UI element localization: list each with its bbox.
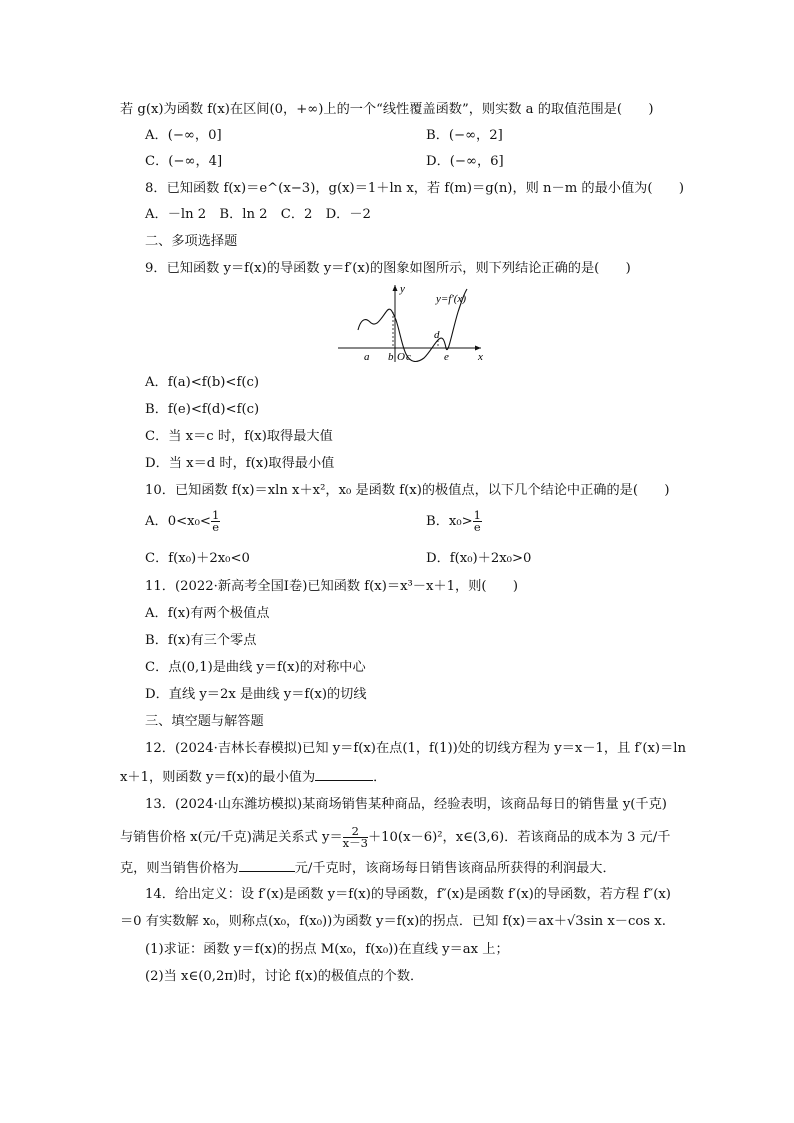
frac-denominator: e (212, 520, 219, 534)
q14-part-2: (2)当 x∈(0,2π)时，讨论 f(x)的极值点的个数． (145, 969, 424, 984)
q12-line-2-end: ． (373, 770, 387, 785)
q13-line-2-text: 与销售价格 x(元/千克)满足关系式 y＝ (120, 830, 343, 845)
fraction-one-over-e (211, 510, 220, 533)
q13-line-3-rest: 元/千克时，该商场每日销售该商品所获得的利润最大． (294, 861, 616, 876)
q14-part-1: (1)求证：函数 y＝f(x)的拐点 M(x₀，f(x₀))在直线 y＝ax 上； (145, 942, 509, 957)
q13-line-2-rest: ＋10(x－6)²，x∈(3,6)．若该商品的成本为 3 元/千 (367, 830, 671, 845)
q7-option-d: D．(−∞，6] (426, 154, 504, 169)
y-axis-arrow (393, 285, 398, 291)
q9-derivative-graph (336, 282, 486, 364)
section-3-heading: 三、填空题与解答题 (145, 714, 264, 729)
q9-option-a: A．f(a)<f(b)<f(c) (145, 375, 260, 390)
x-label: x (478, 351, 483, 363)
q10-option-a (145, 510, 220, 533)
y-label: y (400, 283, 405, 295)
fraction-2-over-x-minus-3 (343, 826, 368, 849)
q12-line-2-text: x＋1，则函数 y＝f(x)的最小值为 (120, 770, 316, 785)
q13-line-3-text: 克，则当销售价格为 (120, 861, 239, 876)
q8-stem: 8．已知函数 f(x)＝e^(x−3)，g(x)＝1＋ln x，若 f(m)＝g(n)，则 n－m 的最小值为( ) (145, 181, 684, 196)
q11-option-a: A．f(x)有两个极值点 (145, 606, 270, 621)
frac-denominator: e (473, 520, 481, 534)
q7-stem: 若 g(x)为函数 f(x)在区间(0，+∞)上的一个“线性覆盖函数”，则实数 a 的取值范围是( ) (120, 102, 654, 117)
q10-option-d: D．f(x₀)＋2x₀>0 (426, 551, 532, 566)
point-c-label: c (406, 351, 411, 363)
q7-option-a: A．(−∞，0] (145, 128, 222, 143)
answer-blank[interactable] (315, 767, 373, 781)
q11-option-d: D．直线 y＝2x 是曲线 y＝f(x)的切线 (145, 687, 367, 702)
q10-option-c: C．f(x₀)＋2x₀<0 (145, 551, 250, 566)
q11-option-c: C．点(0,1)是曲线 y＝f(x)的对称中心 (145, 660, 366, 675)
q12-line-1: 12．(2024·吉林长春模拟)已知 y＝f(x)在点(1，f(1))处的切线方程为 y＝x－1，且 f′(x)＝ln (145, 741, 686, 756)
origin-label: O (397, 351, 405, 363)
q10-stem: 10．已知函数 f(x)＝xln x＋x²，x₀ 是函数 f(x)的极值点，以下几个结论中正确的是( ) (145, 483, 670, 498)
point-d-label: d (434, 329, 440, 341)
q10-option-b-text: B．x₀> (426, 514, 473, 529)
point-a-label: a (364, 351, 370, 363)
point-b-label: b (388, 351, 394, 363)
point-e-label: e (444, 351, 449, 363)
q13-line-2 (120, 826, 670, 849)
q11-option-b: B．f(x)有三个零点 (145, 633, 257, 648)
frac-numerator: 1 (211, 508, 220, 522)
q13-line-3 (120, 858, 616, 878)
curve-label: y=f′(x) (436, 293, 466, 305)
answer-blank[interactable] (239, 858, 295, 872)
q13-line-1: 13．(2024·山东潍坊模拟)某商场销售某种商品，经验表明，该商品每日的销售量 y(千克) (145, 797, 667, 812)
q9-option-d: D．当 x＝d 时，f(x)取得最小值 (145, 456, 335, 471)
q8-options: A．－ln 2 B．ln 2 C．2 D．－2 (145, 207, 371, 222)
q9-option-c: C．当 x＝c 时，f(x)取得最大值 (145, 429, 333, 444)
fraction-one-over-e (473, 510, 482, 533)
q12-line-2 (120, 767, 386, 787)
q14-line-2: ＝0 有实数解 x₀，则称点(x₀，f(x₀))为函数 y＝f(x)的拐点．已知 f(x)＝ax＋√3sin x－cos x. (120, 914, 666, 929)
q10-option-b (426, 510, 482, 533)
q9-stem: 9．已知函数 y＝f(x)的导函数 y＝f′(x)的图象如图所示，则下列结论正确的是( ) (145, 261, 631, 276)
frac-numerator: 1 (473, 508, 481, 522)
q7-option-c: C．(−∞，4] (145, 154, 223, 169)
frac-denominator: x－3 (342, 836, 368, 850)
q7-option-b: B．(−∞，2] (426, 128, 503, 143)
x-axis-arrow (475, 346, 481, 351)
q11-stem: 11．(2022·新高考全国Ⅰ卷)已知函数 f(x)＝x³－x＋1，则( ) (145, 579, 519, 594)
q9-option-b: B．f(e)<f(d)<f(c) (145, 402, 260, 417)
q10-option-a-text: A．0<x₀< (145, 514, 211, 529)
frac-numerator: 2 (343, 826, 368, 838)
section-2-heading: 二、多项选择题 (145, 234, 238, 249)
q14-line-1: 14．给出定义：设 f′(x)是函数 y＝f(x)的导函数，f″(x)是函数 f′(x)的导函数，若方程 f″(x) (145, 887, 671, 902)
